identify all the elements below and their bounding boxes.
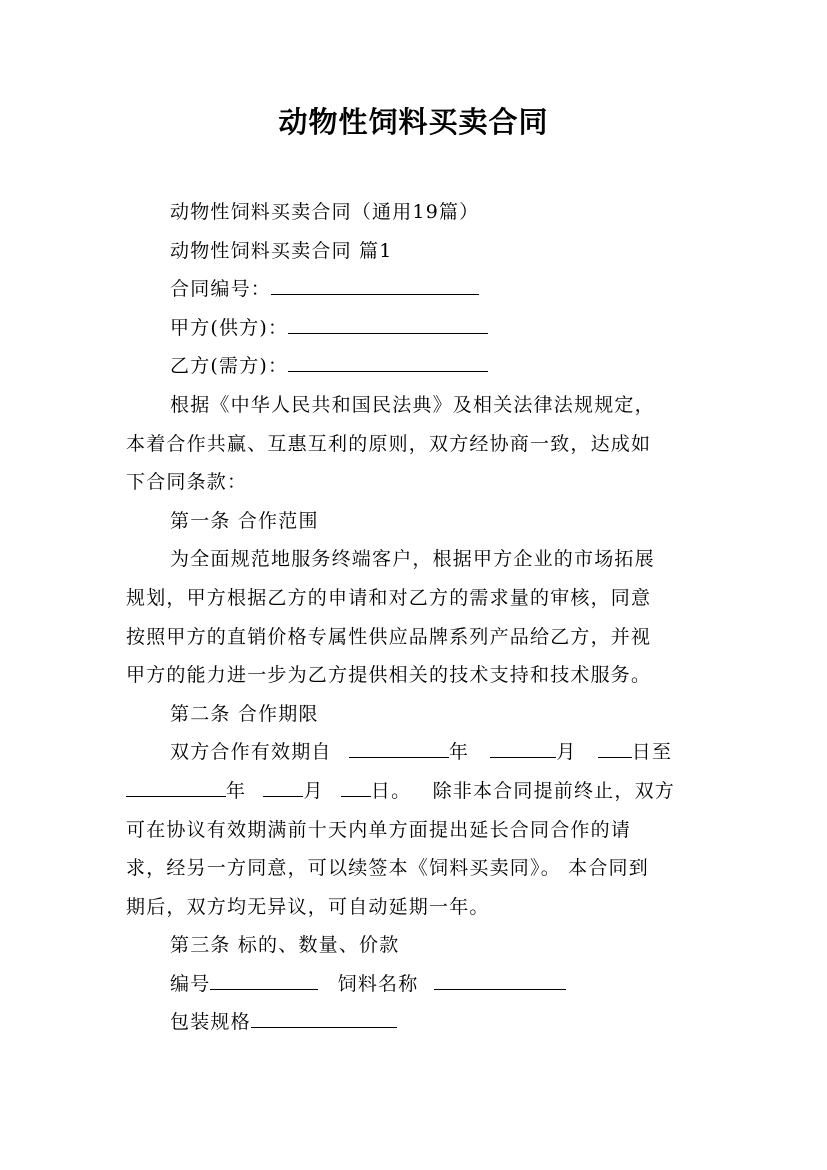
start-month-blank — [490, 737, 556, 758]
article-1-line: 为全面规范地服务终端客户，根据甲方企业的市场拓展 — [170, 548, 655, 571]
period-start-text: 双方合作有效期自 — [170, 741, 332, 764]
feed-name-label: 饲料名称 — [337, 972, 419, 995]
contract-number-label: 合同编号： — [170, 278, 272, 301]
document-body — [126, 193, 716, 1042]
article-2-period-line — [126, 733, 716, 772]
article-2-period-line — [126, 772, 716, 811]
document-title: 动物性饲料买卖合同 — [278, 105, 549, 139]
party-b-blank — [288, 351, 488, 372]
end-year-blank — [126, 776, 226, 797]
article-1-line: 规划，甲方根据乙方的申请和对乙方的需求量的审核，同意 — [126, 586, 652, 609]
packaging-label: 包装规格 — [170, 1011, 251, 1034]
end-month-blank — [263, 776, 303, 797]
article-3-heading: 第三条 标的、数量、价款 — [170, 934, 400, 957]
number-blank — [210, 969, 318, 990]
article-2-line: 期后，双方均无异议，可自动延期一年。 — [126, 895, 490, 918]
party-a-label: 甲方(供方)： — [170, 316, 289, 339]
number-label: 编号 — [170, 972, 211, 995]
start-year-blank — [349, 737, 449, 758]
end-month-unit: 月 — [303, 779, 324, 802]
packaging-row — [126, 1003, 716, 1042]
party-a-blank — [288, 313, 488, 334]
packaging-blank — [251, 1007, 397, 1028]
start-day-blank — [598, 737, 632, 758]
article-2-heading: 第二条 合作期限 — [170, 702, 319, 725]
article-2-line: 可在协议有效期满前十天内单方面提出延长合同合作的请 — [126, 818, 632, 841]
party-b-row — [126, 347, 716, 386]
intro-line: 本着合作共赢、互惠互利的原则，双方经协商一致，达成如 — [126, 432, 652, 455]
intro-line: 下合同条款： — [126, 471, 248, 494]
start-day-to-unit: 日至 — [631, 741, 673, 764]
article-1-line: 甲方的能力进一步为乙方提供相关的技术支持和技术服务。 — [126, 664, 652, 687]
article-2-line: 求，经另一方同意，可以续签本《饲料买卖同》。 本合同到 — [126, 857, 649, 880]
number-feed-name-row — [126, 965, 716, 1004]
start-month-unit: 月 — [556, 741, 577, 764]
part-heading: 动物性饲料买卖合同 篇1 — [170, 239, 393, 262]
intro-line: 根据《中华人民共和国民法典》及相关法律法规规定， — [170, 393, 655, 416]
contract-number-row — [126, 270, 716, 309]
party-b-label: 乙方(需方)： — [170, 355, 289, 378]
start-year-unit: 年 — [448, 741, 470, 764]
end-year-unit: 年 — [226, 779, 247, 802]
article-1-line: 按照甲方的直销价格专属性供应品牌系列产品给乙方，并视 — [126, 625, 652, 648]
document-subtitle: 动物性饲料买卖合同（通用19篇） — [170, 201, 480, 223]
end-day-blank — [341, 776, 371, 797]
contract-number-blank — [271, 274, 479, 295]
article-2-continuation: 除非本合同提前终止，双方 — [432, 779, 675, 802]
party-a-row — [126, 309, 716, 348]
end-day-unit: 日。 — [370, 779, 412, 802]
feed-name-blank — [434, 969, 566, 990]
article-1-heading: 第一条 合作范围 — [170, 509, 319, 532]
